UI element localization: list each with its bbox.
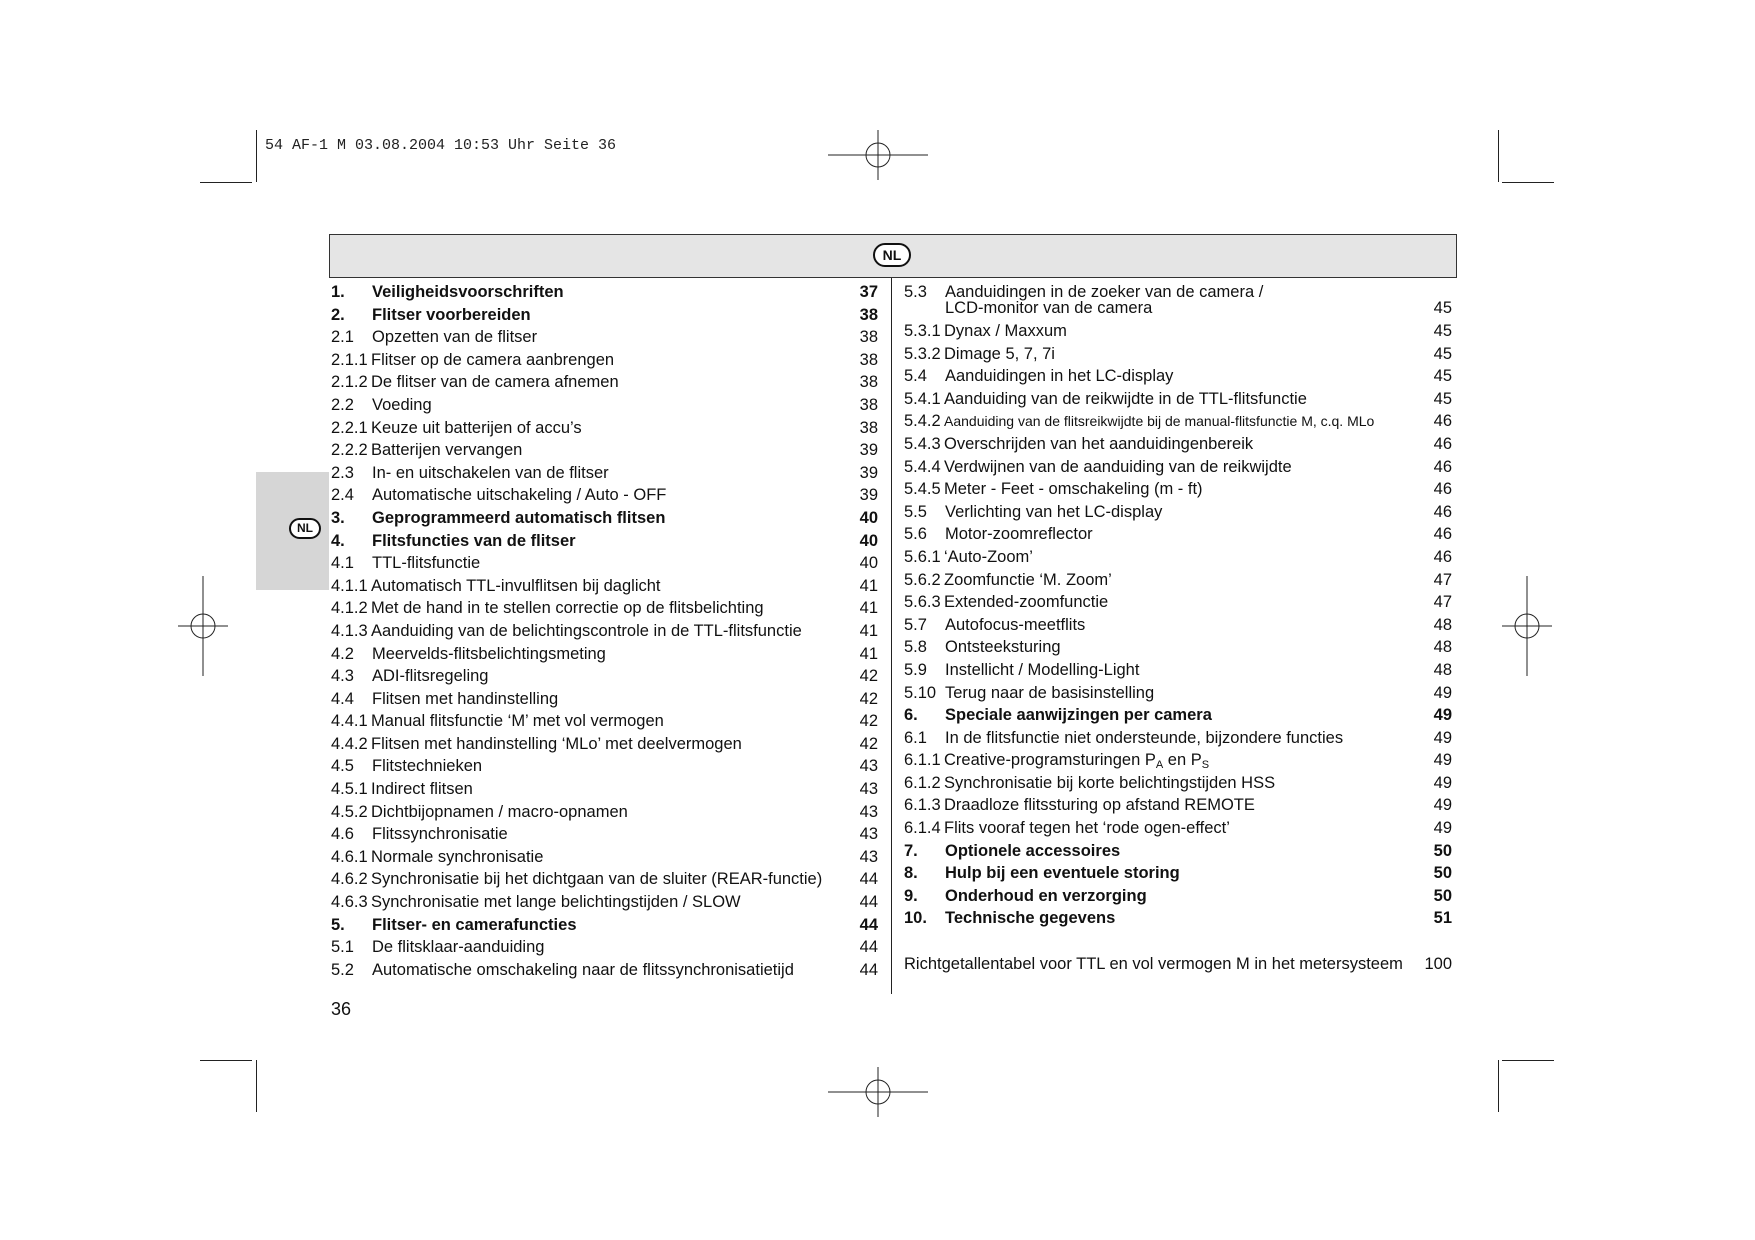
side-language-badge: NL — [289, 518, 321, 539]
toc-entry-page: 42 — [859, 734, 878, 753]
toc-entry-number: 4.1.1 — [331, 576, 368, 595]
toc-entry — [904, 862, 1452, 885]
toc-entry-title: Flitsfuncties van de flitser — [372, 531, 576, 550]
toc-entry-number: 5.8 — [904, 638, 927, 657]
toc-entry-number: 6.1.3 — [904, 796, 941, 815]
toc-entry-title: De flitsklaar-aanduiding — [372, 938, 545, 957]
toc-entry — [904, 794, 1452, 817]
toc-entry-page: 40 — [859, 508, 878, 527]
toc-entry-page: 45 — [1433, 389, 1452, 408]
toc-entry-title: Ontsteeksturing — [945, 638, 1061, 657]
toc-entry-title: Automatische omschakeling naar de flitssynchronisatietijd — [372, 960, 794, 979]
toc-entry-page: 48 — [1433, 615, 1452, 634]
toc-entry-title: Flitser- en camerafuncties — [372, 915, 577, 934]
toc-entry — [904, 365, 1452, 388]
toc-entry-title: Dichtbijopnamen / macro-opnamen — [371, 802, 628, 821]
page-number: 36 — [331, 999, 352, 1019]
toc-entry-number: 6.1.2 — [904, 773, 941, 792]
toc-entry-number: 4.6.1 — [331, 847, 368, 866]
toc-entry — [331, 462, 878, 485]
registration-mark-right — [1502, 576, 1552, 676]
toc-entry — [904, 433, 1452, 456]
toc-entry-page: 46 — [1433, 502, 1452, 521]
toc-entry — [331, 484, 878, 507]
toc-entry — [331, 417, 878, 440]
toc-entry-title: Motor-zoomreflector — [945, 525, 1093, 544]
toc-entry-title: Flitsen met handinstelling ‘MLo’ met deelvermogen — [371, 734, 742, 753]
toc-entry-title: Autofocus-meetflits — [945, 615, 1086, 634]
toc-entry-number: 10. — [904, 909, 927, 928]
toc-entry-number: 5.4.5 — [904, 480, 941, 499]
toc-entry-page: 40 — [859, 554, 878, 573]
toc-entry-title: Aanduiding van de flitsreikwijdte bij de manual-flitsfunctie M, c.q. MLo — [944, 413, 1375, 430]
toc-entry-number: 4.5 — [331, 757, 354, 776]
toc-entry-page: 49 — [1433, 819, 1452, 838]
toc-entry-page: 46 — [1433, 480, 1452, 499]
toc-entry-title: Extended-zoomfunctie — [944, 593, 1109, 612]
toc-entry — [331, 755, 878, 778]
toc-entry — [904, 682, 1452, 705]
toc-entry-title: Flitstechnieken — [372, 757, 483, 776]
toc-entry-page: 49 — [1433, 796, 1452, 815]
toc-entry-title: Aanduidingen in het LC-display — [945, 367, 1174, 386]
column-divider — [891, 278, 892, 994]
toc-entry — [904, 772, 1452, 795]
toc-entry-title: Meervelds-flitsbelichtingsmeting — [372, 644, 606, 663]
toc-entry-title: Flits vooraf tegen het ‘rode ogen-effect’ — [944, 819, 1230, 838]
toc-entry-title: Indirect flitsen — [371, 780, 473, 799]
toc-entry-title: Normale synchronisatie — [371, 847, 544, 866]
crop-mark — [200, 182, 252, 183]
toc-entry-number: 2.4 — [331, 486, 354, 505]
toc-entry-page: 42 — [859, 667, 878, 686]
toc-entry-page: 46 — [1433, 525, 1452, 544]
toc-entry — [331, 959, 878, 982]
print-slug: 54 AF-1 M 03.08.2004 10:53 Uhr Seite 36 — [265, 137, 617, 154]
toc-entry — [331, 507, 878, 530]
toc-entry-number: 4.2 — [331, 644, 354, 663]
toc-entry — [331, 326, 878, 349]
toc-entry-number: 2.2.1 — [331, 418, 368, 437]
toc-entry — [331, 597, 878, 620]
toc-entry-page: 46 — [1433, 412, 1452, 431]
toc-entry — [331, 733, 878, 756]
toc-entry-number: 5.2 — [331, 960, 354, 979]
toc-entry-page: 45 — [1433, 367, 1452, 386]
toc-entry — [331, 552, 878, 575]
toc-entry-number: 2.2.2 — [331, 441, 368, 460]
toc-entry-title: Batterijen vervangen — [371, 441, 523, 460]
toc-entry — [331, 530, 878, 553]
toc-entry-page: 42 — [859, 712, 878, 731]
toc-entry-page: 41 — [859, 621, 878, 640]
toc-entry-number: 5.9 — [904, 660, 927, 679]
toc-entry-page: 50 — [1433, 841, 1452, 860]
toc-entry — [904, 343, 1452, 366]
toc-entry-page: 46 — [1433, 457, 1452, 476]
footnote-title: Richtgetallentabel voor TTL en vol vermogen M in het metersysteem — [904, 955, 1403, 973]
toc-entry-page: 41 — [859, 599, 878, 618]
toc-entry-title: Veiligheidsvoorschriften — [372, 283, 564, 301]
toc-entry-number: 5.3.1 — [904, 322, 941, 340]
toc-entry — [904, 410, 1452, 433]
toc-entry-page: 41 — [859, 644, 878, 663]
toc-entry-page: 47 — [1433, 570, 1452, 589]
toc-entry-title: Aanduiding van de reikwijdte in de TTL-flitsfunctie — [944, 389, 1307, 408]
toc-entry-number: 5.4 — [904, 367, 927, 386]
toc-entry-number: 4.6.2 — [331, 870, 368, 889]
toc-entry — [331, 643, 878, 666]
toc-entry — [331, 801, 878, 824]
crop-mark — [1498, 1060, 1499, 1112]
toc-entry-page: 38 — [859, 328, 878, 347]
toc-left-column — [331, 281, 878, 981]
toc-entry-number: 5.6.2 — [904, 570, 941, 589]
registration-mark-bottom — [828, 1067, 928, 1117]
toc-entry-number: 6.1 — [904, 728, 927, 747]
toc-entry — [331, 620, 878, 643]
toc-entry-title: Flitssynchronisatie — [372, 825, 508, 844]
toc-entry — [331, 778, 878, 801]
toc-entry — [904, 704, 1452, 727]
toc-entry-title: Flitser op de camera aanbrengen — [371, 350, 615, 369]
toc-entry-title: Voeding — [372, 395, 432, 414]
toc-entry-title: Automatische uitschakeling / Auto - OFF — [372, 486, 667, 505]
toc-entry — [904, 569, 1452, 592]
toc-entry-page: 44 — [859, 893, 878, 912]
toc-entry-page: 45 — [1433, 322, 1452, 340]
toc-entry-number: 5.6.3 — [904, 593, 941, 612]
toc-entry-page: 49 — [1433, 683, 1452, 702]
toc-entry-page: 44 — [859, 938, 878, 957]
toc-entry — [904, 388, 1452, 411]
crop-mark — [1498, 130, 1499, 182]
toc-entry-number: 5.10 — [904, 683, 937, 702]
toc-entry-page: 38 — [859, 373, 878, 392]
toc-entry-number: 3. — [331, 508, 345, 527]
toc-entry-title: Verdwijnen van de aanduiding van de reikwijdte — [944, 457, 1292, 476]
toc-right-column — [904, 281, 1452, 930]
crop-mark — [1502, 1060, 1554, 1061]
toc-entry-number: 5.3 — [904, 283, 927, 301]
toc-entry-title: Dynax / Maxxum — [944, 322, 1067, 340]
toc-entry-page: 39 — [859, 486, 878, 505]
toc-entry-number: 4.1 — [331, 554, 354, 573]
toc-entry-title: Synchronisatie bij het dichtgaan van de sluiter (REAR-functie) — [371, 870, 823, 889]
toc-entry-title: Flitser voorbereiden — [372, 305, 531, 324]
toc-entry — [904, 749, 1452, 772]
toc-entry-page: 44 — [859, 960, 878, 979]
toc-entry-page: 46 — [1433, 434, 1452, 453]
toc-entry-number: 5.4.3 — [904, 434, 941, 453]
toc-entry-title: Optionele accessoires — [945, 841, 1121, 860]
toc-entry — [904, 546, 1452, 569]
toc-entry — [331, 914, 878, 937]
toc-entry-number: 5. — [331, 915, 345, 934]
toc-entry-page: 39 — [859, 441, 878, 460]
toc-entry-page: 48 — [1433, 660, 1452, 679]
toc-entry — [331, 439, 878, 462]
toc-entry-page: 38 — [859, 350, 878, 369]
toc-entry-page: 44 — [859, 915, 878, 934]
toc-entry-number: 6.1.1 — [904, 751, 941, 770]
toc-entry-number: 4.3 — [331, 667, 354, 686]
toc-entry-page: 45 — [1433, 344, 1452, 363]
toc-entry-number: 5.3.2 — [904, 344, 941, 363]
toc-entry-page: 40 — [859, 531, 878, 550]
toc-entry-number: 1. — [331, 283, 345, 301]
toc-entry — [331, 371, 878, 394]
toc-entry — [331, 394, 878, 417]
toc-entry-number: 4.4.1 — [331, 712, 368, 731]
toc-entry-title: Synchronisatie bij korte belichtingstijden HSS — [944, 773, 1276, 792]
toc-entry — [904, 456, 1452, 479]
toc-entry-page: 47 — [1433, 593, 1452, 612]
toc-entry-number: 4.1.2 — [331, 599, 368, 618]
toc-entry — [331, 665, 878, 688]
toc-entry-page: 43 — [859, 757, 878, 776]
toc-entry-number: 2. — [331, 305, 345, 324]
toc-entry-title: Dimage 5, 7, 7i — [944, 344, 1055, 363]
toc-entry-page: 37 — [859, 283, 878, 301]
toc-entry-page: 46 — [1433, 547, 1452, 566]
toc-entry-number: 4.5.2 — [331, 802, 368, 821]
toc-entry-number: 6. — [904, 706, 918, 725]
toc-entry — [904, 523, 1452, 546]
toc-entry-number: 4.6 — [331, 825, 354, 844]
toc-entry-number: 4.4.2 — [331, 734, 368, 753]
toc-entry-number: 4.1.3 — [331, 621, 368, 640]
toc-entry-title: Synchronisatie met lange belichtingstijden / SLOW — [371, 893, 741, 912]
toc-entry-title: Meter - Feet - omschakeling (m - ft) — [944, 480, 1203, 499]
toc-entry-page: 44 — [859, 870, 878, 889]
toc-entry — [331, 891, 878, 914]
toc-entry-number: 4. — [331, 531, 345, 550]
toc-entry-page: 49 — [1433, 706, 1452, 725]
toc-entry-page: 42 — [859, 689, 878, 708]
toc-entry — [331, 304, 878, 327]
toc-entry-number: 2.3 — [331, 463, 354, 482]
toc-entry-number: 5.4.4 — [904, 457, 941, 476]
toc-entry — [904, 320, 1452, 343]
toc-entry-title: Hulp bij een eventuele storing — [945, 864, 1180, 883]
toc-entry-number: 4.5.1 — [331, 780, 368, 799]
toc-entry — [904, 614, 1452, 637]
toc-entry-number: 5.5 — [904, 502, 927, 521]
toc-entry-title: Onderhoud en verzorging — [945, 886, 1147, 905]
toc-entry-page: 43 — [859, 780, 878, 799]
toc-entry-title: Aanduidingen in de zoeker van de camera / LCD-monitor van de camera — [945, 283, 1264, 317]
toc-entry-page: 38 — [859, 395, 878, 414]
toc-entry-title: Draadloze flitssturing op afstand REMOTE — [944, 796, 1255, 815]
toc-entry-title: De flitser van de camera afnemen — [371, 373, 619, 392]
toc-entry-page: 38 — [859, 305, 878, 324]
toc-entry — [904, 885, 1452, 908]
toc-entry-title: Zoomfunctie ‘M. Zoom’ — [944, 570, 1112, 589]
toc-entry-page: 50 — [1433, 864, 1452, 883]
toc-entry-number: 6.1.4 — [904, 819, 941, 838]
toc-entry-title: ‘Auto-Zoom’ — [944, 547, 1033, 566]
toc-entry — [904, 907, 1452, 930]
toc-entry-title: Speciale aanwijzingen per camera — [945, 706, 1212, 725]
toc-entry — [331, 710, 878, 733]
toc-entry-title: Technische gegevens — [945, 909, 1116, 928]
footnote-page: 100 — [1424, 955, 1452, 973]
toc-entry — [331, 868, 878, 891]
toc-entry-page: 49 — [1433, 728, 1452, 747]
toc-entry — [331, 281, 878, 304]
toc-entry-title: Verlichting van het LC-display — [945, 502, 1163, 521]
toc-entry — [904, 840, 1452, 863]
toc-entry-number: 2.1.2 — [331, 373, 368, 392]
toc-entry-number: 7. — [904, 841, 918, 860]
toc-entry-page: 49 — [1433, 751, 1452, 770]
crop-mark — [256, 130, 257, 182]
toc-entry-page: 41 — [859, 576, 878, 595]
toc-entry — [331, 823, 878, 846]
toc-entry — [904, 636, 1452, 659]
toc-entry-number: 4.6.3 — [331, 893, 368, 912]
toc-entry — [331, 846, 878, 869]
toc-entry-number: 5.4.1 — [904, 389, 941, 408]
toc-entry-title: Automatisch TTL-invulflitsen bij daglicht — [371, 576, 661, 595]
toc-entry-number: 2.1.1 — [331, 350, 368, 369]
toc-entry-number: 8. — [904, 864, 918, 883]
toc-entry-title: Opzetten van de flitser — [372, 328, 538, 347]
toc-entry-title: Aanduiding van de belichtingscontrole in de TTL-flitsfunctie — [371, 621, 802, 640]
toc-entry-title: ADI-flitsregeling — [372, 667, 489, 686]
toc-entry-title: Overschrijden van het aanduidingenbereik — [944, 434, 1254, 453]
toc-entry — [904, 501, 1452, 524]
language-badge: NL — [873, 243, 911, 267]
toc-entry — [331, 936, 878, 959]
toc-entry-title: In- en uitschakelen van de flitser — [372, 463, 609, 482]
toc-entry-title: TTL-flitsfunctie — [372, 554, 481, 573]
toc-entry-title: Terug naar de basisinstelling — [945, 683, 1155, 702]
toc-entry-title: Keuze uit batterijen of accu’s — [371, 418, 582, 437]
toc-entry — [904, 659, 1452, 682]
toc-entry-number: 2.2 — [331, 395, 354, 414]
toc-entry-number: 2.1 — [331, 328, 354, 347]
toc-entry — [904, 478, 1452, 501]
toc-entry-title: Instellicht / Modelling-Light — [945, 660, 1140, 679]
toc-entry-page: 50 — [1433, 886, 1452, 905]
toc-entry-number: 5.6 — [904, 525, 927, 544]
toc-entry-title: Manual flitsfunctie ‘M’ met vol vermogen — [371, 712, 664, 731]
toc-entry-page: 43 — [859, 802, 878, 821]
toc-entry-title: In de flitsfunctie niet ondersteunde, bijzondere functies — [945, 728, 1344, 747]
crop-mark — [1502, 182, 1554, 183]
toc-entry-title: Met de hand in te stellen correctie op de flitsbelichting — [371, 599, 764, 618]
toc-entry — [904, 727, 1452, 750]
toc-entry-number: 5.4.2 — [904, 412, 941, 431]
toc-entry-page: 49 — [1433, 773, 1452, 792]
toc-entry — [904, 281, 1452, 320]
toc-entry — [331, 349, 878, 372]
toc-footnote — [904, 953, 1452, 975]
toc-entry-number: 4.4 — [331, 689, 354, 708]
toc-entry — [904, 817, 1452, 840]
toc-entry-number: 5.7 — [904, 615, 927, 634]
crop-mark — [256, 1060, 257, 1112]
crop-mark — [200, 1060, 252, 1061]
toc-entry-page: 48 — [1433, 638, 1452, 657]
toc-entry-page: 43 — [859, 825, 878, 844]
toc-entry — [331, 575, 878, 598]
toc-entry-number: 9. — [904, 886, 918, 905]
toc-entry-page: 51 — [1433, 909, 1452, 928]
registration-mark-top — [828, 130, 928, 180]
toc-entry-title: Flitsen met handinstelling — [372, 689, 559, 708]
toc-entry — [331, 688, 878, 711]
registration-mark-left — [178, 576, 228, 676]
toc-entry-number: 5.6.1 — [904, 547, 941, 566]
toc-entry-page: 38 — [859, 418, 878, 437]
toc-entry-page: 45 — [1433, 299, 1452, 317]
toc-entry-title: Geprogrammeerd automatisch flitsen — [372, 508, 666, 527]
toc-entry-title: Creative-programsturingen $P_A$ en $P_S$ — [944, 751, 1210, 772]
toc-entry-number: 5.1 — [331, 938, 354, 957]
toc-entry-page: 39 — [859, 463, 878, 482]
toc-entry-page: 43 — [859, 847, 878, 866]
toc-entry — [904, 591, 1452, 614]
